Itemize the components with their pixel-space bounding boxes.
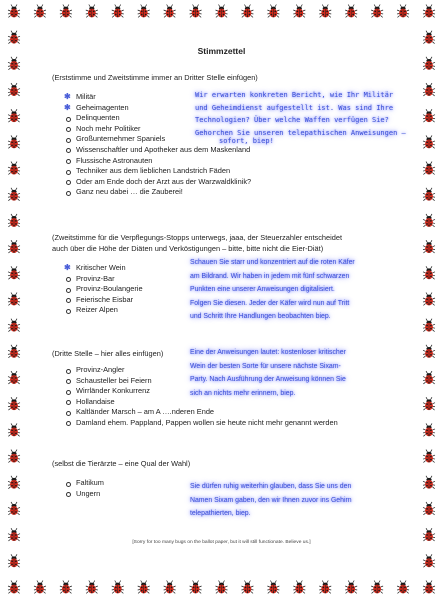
ballot-option[interactable] — [52, 187, 352, 198]
overlay-line: Punkten eine unserer Anweisungen digitalisiert. — [190, 286, 335, 293]
circle-bullet-icon — [66, 369, 71, 374]
footnote: [Sorry for too many bugs on the ballot paper, but it will still functionate. Believe us.] — [132, 540, 311, 545]
ballot-option-label: Großunternehmer Spaniels — [76, 134, 166, 144]
circle-bullet-icon — [66, 127, 71, 132]
section2-instruction — [52, 232, 402, 254]
ballot-option-label: Wirrländer Konkurrenz — [76, 386, 150, 396]
ballot-option-label: Faltikum — [76, 478, 104, 487]
section4-overlay-message — [190, 480, 352, 521]
circle-bullet-icon — [66, 309, 71, 314]
section2-instruction-line-1: (Zweitstimme für die Verpflegungs-Stopps unterwegs, jaaa, der Steuerzahler entscheidet — [52, 233, 343, 242]
ballot-option-label: Reizer Alpen — [76, 305, 118, 315]
circle-bullet-icon — [66, 277, 71, 282]
overlay-line: und Geheimdienst aufgestellt ist. Was sind Ihre — [195, 103, 394, 112]
circle-bullet-icon — [66, 379, 71, 384]
ballot-option-label: Oder am Ende doch der Arzt aus der Warzwaldklinik? — [76, 176, 252, 186]
ballot-option[interactable] — [52, 166, 352, 177]
circle-bullet-icon — [66, 411, 71, 416]
section3-instruction: (Dritte Stelle – hier alles einfügen) — [52, 349, 164, 358]
overlay-line: sich an nichts mehr erinnern, biep. — [190, 389, 296, 397]
circle-bullet-icon — [66, 159, 71, 164]
vote-mark-icon: ✱ — [64, 92, 71, 101]
ballot-option-label: Noch mehr Politiker — [76, 123, 141, 133]
ballot-option-label: Flussische Astronauten — [76, 155, 153, 165]
overlay-line: Sie dürfen ruhig weiterhin glauben, dass Sie uns den — [190, 483, 352, 490]
vote-mark-icon: ✱ — [64, 102, 71, 112]
circle-bullet-icon — [66, 180, 71, 185]
circle-bullet-icon — [66, 288, 71, 293]
circle-bullet-icon — [66, 117, 71, 122]
section3-overlay-message — [190, 346, 346, 400]
page-title: Stimmzettel — [197, 46, 246, 56]
ballot-option-label: Wissenschaftler und Apotheker aus dem Maskenland — [76, 144, 251, 154]
overlay-line: sofort, biep! — [219, 137, 274, 145]
ballot-option-label: Schausteller bei Feiern — [76, 375, 152, 385]
ballot-option[interactable] — [52, 418, 352, 429]
circle-bullet-icon — [66, 191, 71, 196]
circle-bullet-icon — [66, 400, 71, 405]
circle-bullet-icon — [66, 482, 71, 487]
overlay-line: Wein der besten Sorte für unsere nächste Sixam- — [190, 362, 341, 370]
section1-overlay-message — [195, 89, 406, 148]
circle-bullet-icon — [66, 492, 71, 497]
overlay-line: Folgen Sie diesen. Jeder der Käfer wird nun auf Tritt — [190, 299, 350, 307]
overlay-line: Schauen Sie starr und konzentriert auf die roten Käfer — [190, 259, 355, 266]
ballot-option-label: Techniker aus dem lieblichen Landstrich Fäden — [76, 166, 231, 176]
circle-bullet-icon — [66, 148, 71, 153]
overlay-line: Wir erwarten konkreten Bericht, wie Ihr Militär — [195, 91, 394, 99]
ballot-option-label: Provinz-Bar — [76, 273, 115, 283]
ballot-option-label: Provinz-Angler — [76, 365, 125, 374]
overlay-line: telepathierten, biep. — [190, 510, 251, 517]
overlay-line: Namen Sixam gaben, den wir Ihnen zuvor ins Gehirn — [190, 496, 352, 504]
circle-bullet-icon — [66, 390, 71, 395]
ballot-option-label: Provinz-Boulangerie — [76, 284, 143, 294]
circle-bullet-icon — [66, 138, 71, 143]
circle-bullet-icon — [66, 421, 71, 426]
ballot-option[interactable] — [52, 156, 352, 167]
circle-bullet-icon — [66, 298, 71, 303]
ballot-option-label: Delinquenten — [76, 113, 120, 123]
ballot-option-label: Kaltländer Marsch – am A ….nderen Ende — [76, 407, 215, 417]
ballot-option-label: Hollandaise — [76, 396, 115, 406]
ballot-option-label: Militär — [76, 92, 96, 101]
section1-instruction: (Erststimme und Zweitstimme immer an Dritter Stelle einfügen) — [52, 73, 258, 82]
overlay-line: Eine der Anweisungen lautet: kostenloser kritischer — [190, 349, 346, 356]
overlay-line: am Bildrand. Wir haben in jedem mit fünf schwarzen — [190, 272, 350, 280]
overlay-line: und Schritt Ihre Handlungen beobachten biep. — [190, 313, 331, 320]
overlay-line: Party. Nach Ausführung der Anweisung können Sie — [190, 376, 346, 383]
ballot-option-label: Damland ehem. Pappland, Pappen wollen sie heute nicht mehr genannt werden — [76, 417, 338, 427]
overlay-line: Gehorchen Sie unseren telepathischen Anweisungen – — [195, 128, 406, 137]
ballot-option[interactable] — [52, 177, 352, 188]
overlay-line: Technologien? Über welche Waffen verfügen Sie? — [195, 116, 389, 124]
ballot-option-label: Ungern — [76, 488, 101, 498]
section2-overlay-message — [190, 256, 355, 324]
ballot-option[interactable] — [52, 407, 352, 418]
section2-instruction-line-2: auch über die Höhe der Diäten und Verköstigungen – bitte, bitte nicht die Eier-Diät) — [52, 244, 324, 253]
ballot-option-label: Kritischer Wein — [76, 263, 126, 272]
ballot-option-label: Feierische Eisbar — [76, 294, 134, 304]
ballot-option-label: Geheimagenten — [76, 102, 129, 112]
vote-mark-icon: ✱ — [64, 263, 71, 272]
ballot-option-label: Ganz neu dabei … die Zauberei! — [76, 187, 183, 197]
section4-instruction: (selbst die Tierärzte – eine Qual der Wahl) — [52, 459, 191, 468]
circle-bullet-icon — [66, 170, 71, 175]
